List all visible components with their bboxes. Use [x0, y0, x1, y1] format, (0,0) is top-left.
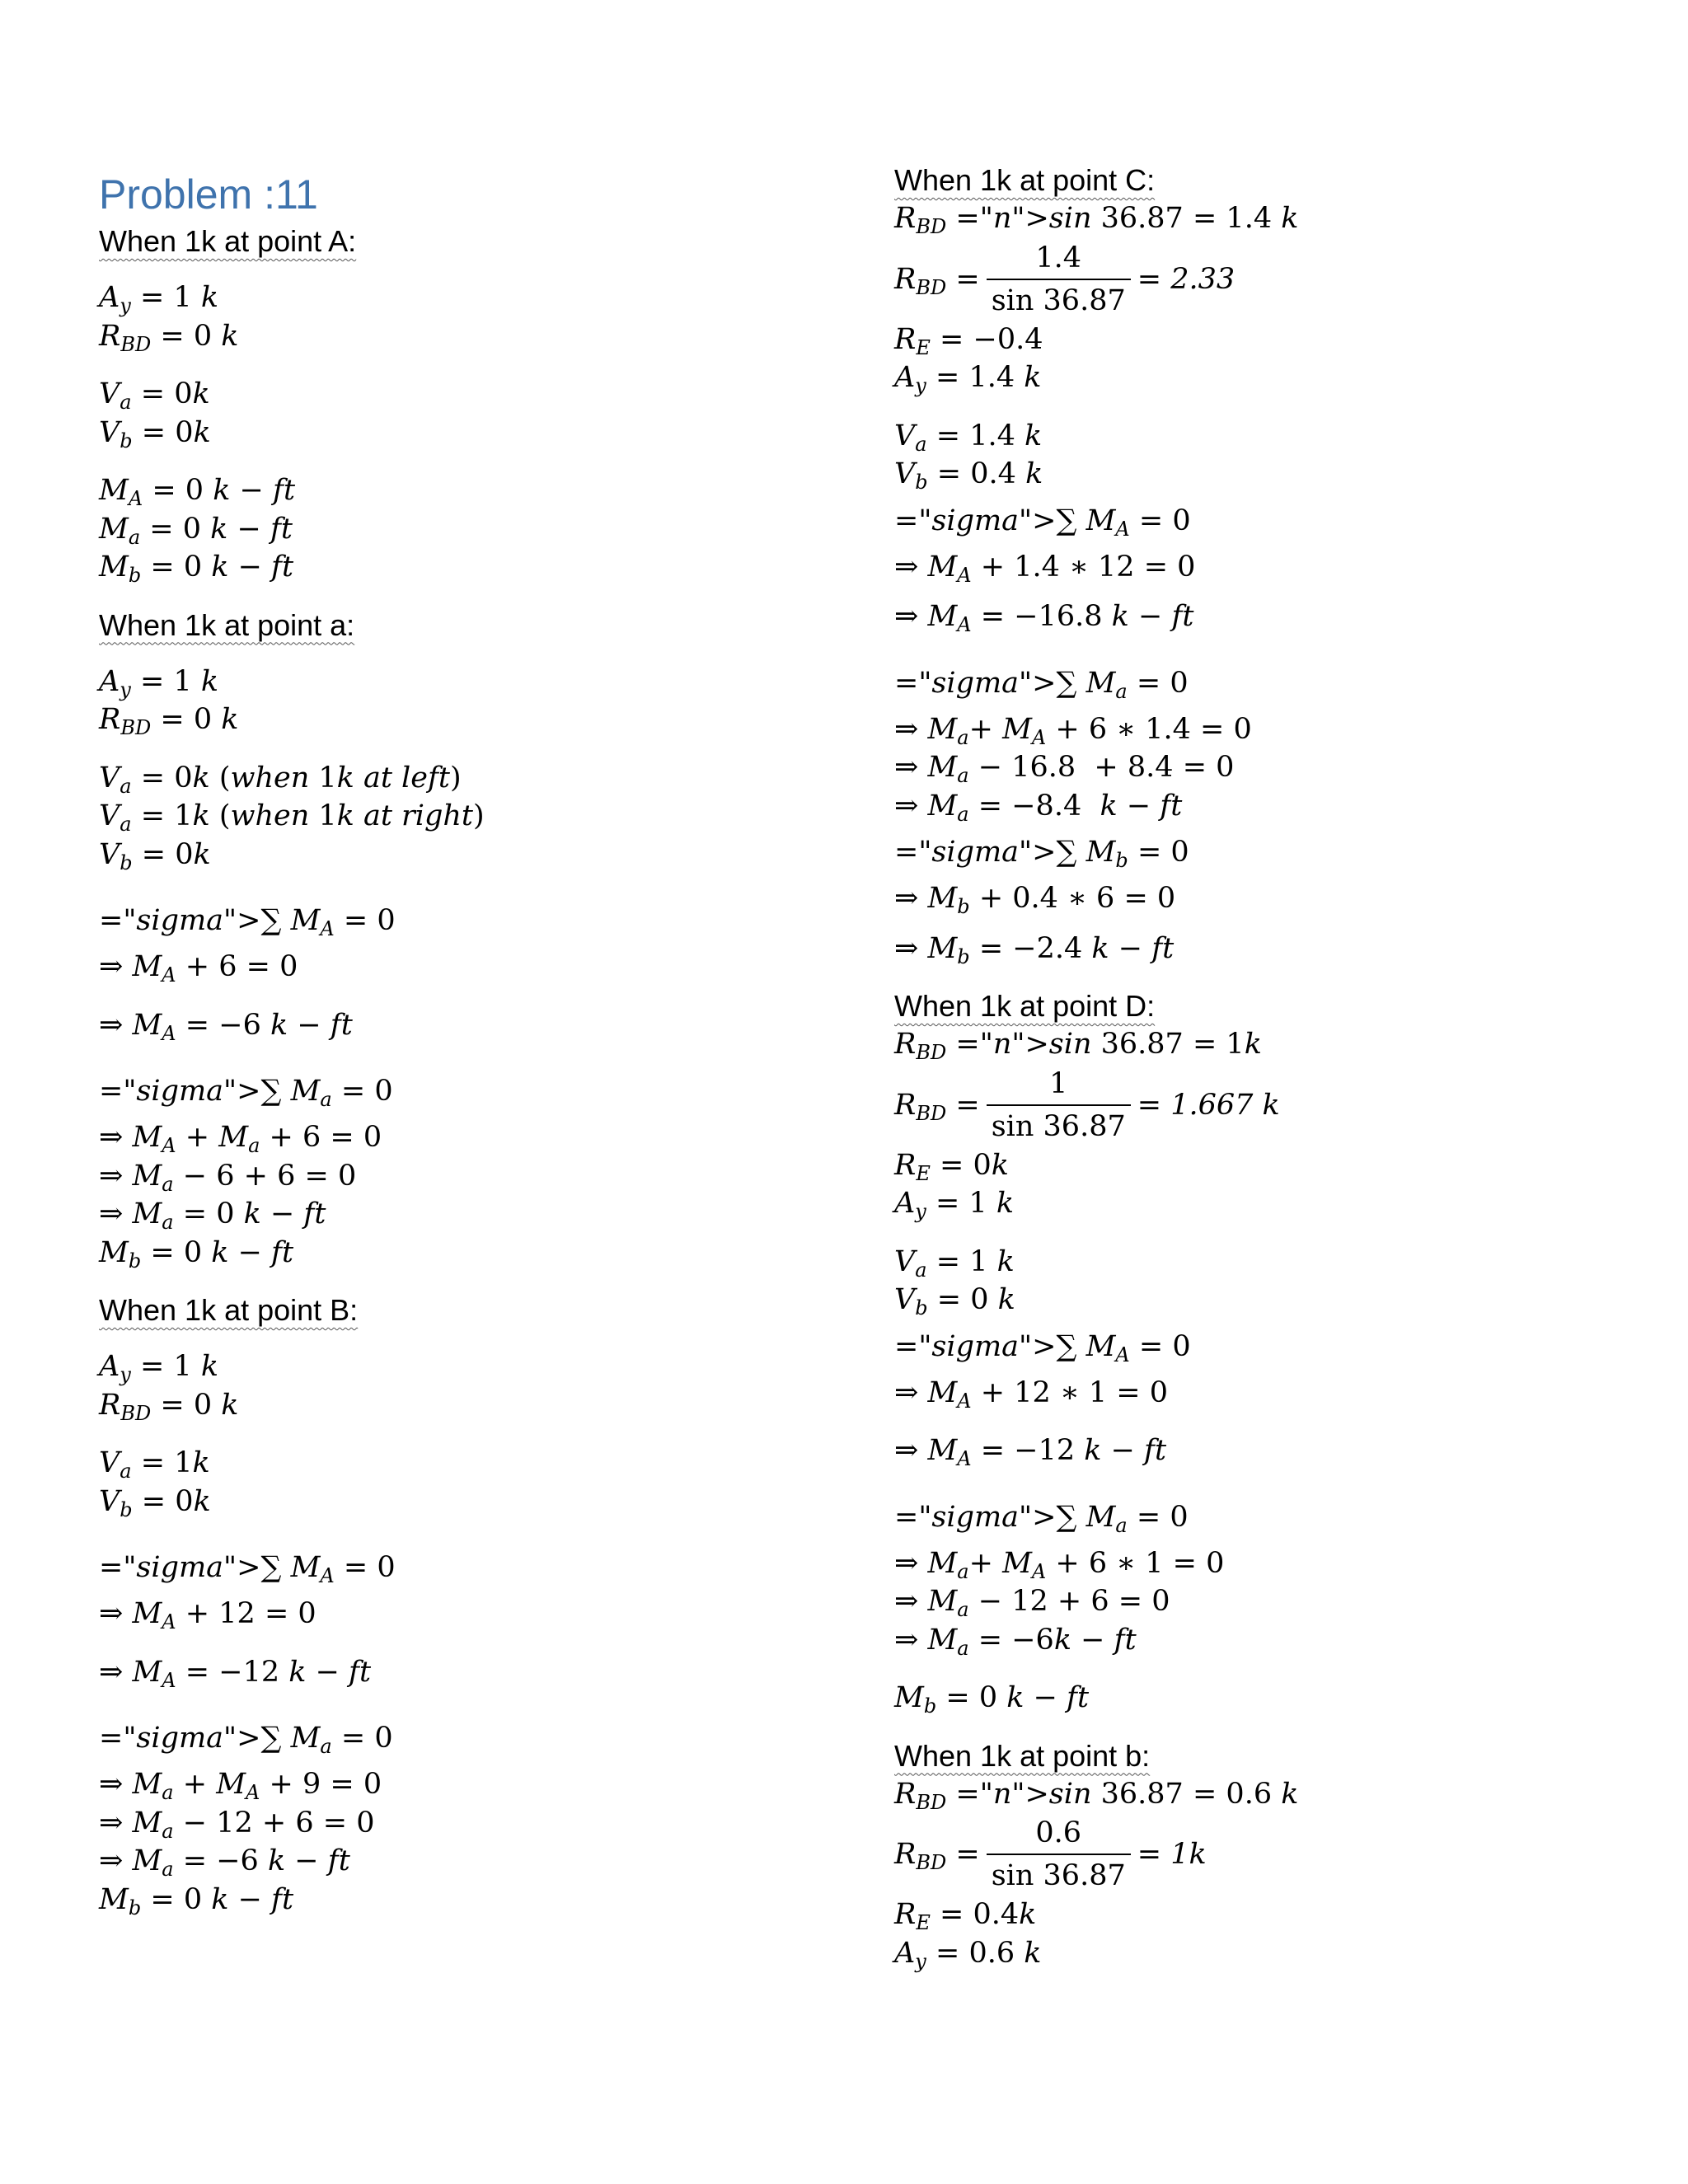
equation: $M_b = 0$ k − ft: [99, 1882, 294, 1919]
equation: $M_a = 0$ k − ft: [99, 512, 293, 549]
equation: ⇒ $M_A + 12$ ∗ 1 = 0: [894, 1376, 1169, 1413]
equation: ⇒ $M_a = -6$ k − ft: [99, 1844, 350, 1881]
summation-equation: ="sigma">∑ $M_A = 0$: [99, 904, 396, 940]
equation: $R_{BD} = 0$ k: [99, 319, 239, 356]
equation: $M_A = 0$ k − ft: [99, 474, 296, 510]
fraction-lhs: $R_{BD}$ =: [894, 262, 980, 299]
equation: $V_a = 1k$ (when 1k at right): [99, 799, 485, 836]
equation: $A_y = 1$ k: [99, 1350, 219, 1386]
fraction: [987, 1816, 1131, 1893]
summation-equation: ="sigma">∑ $M_b = 0$: [894, 836, 1189, 872]
summation-equation: ="sigma">∑ $M_a = 0$: [894, 1500, 1189, 1537]
fraction-rhs: = 1.667 k: [1137, 1088, 1280, 1122]
summation-equation: ="sigma">∑ $M_A = 0$: [99, 1551, 396, 1587]
equation: $R_{BD} = 0$ k: [99, 703, 239, 739]
equation-group: [894, 1679, 1636, 1718]
equation: $R_E = -0.4$: [894, 322, 1043, 359]
equation: $V_b = 0k$: [99, 415, 211, 452]
case-heading: When 1k at point D:: [894, 989, 1156, 1023]
equation: $M_b = 0$ k − ft: [99, 1235, 294, 1272]
equation: $A_y = 1$ k: [99, 281, 219, 317]
equation-group: [99, 1653, 841, 1692]
equation: ⇒ $M_a - 12 + 6 = 0$: [99, 1806, 375, 1843]
equation: $M_b = 0$ k − ft: [894, 1681, 1090, 1718]
fraction: [987, 241, 1131, 318]
fraction-lhs: $R_{BD}$ =: [894, 1838, 980, 1874]
page-title: Problem :11: [99, 171, 318, 218]
equation-group: [99, 471, 841, 587]
equation-group: [99, 375, 841, 452]
fraction-lhs: $R_{BD}$ =: [894, 1088, 980, 1125]
equation-group: [99, 1444, 841, 1521]
equation: ⇒ $M_A + 6 = 0$: [99, 950, 298, 987]
equation: ⇒ $M_A + 12 = 0$: [99, 1597, 316, 1633]
equation: ⇒ $M_a = 0$ k − ft: [99, 1197, 326, 1234]
equation: ⇒ $M_a = -8.4$ k − ft: [894, 789, 1183, 826]
equation: $V_b = 0k$: [99, 837, 211, 874]
fraction-denominator: sin 36.87: [987, 1104, 1131, 1144]
equation-group: [894, 656, 1636, 918]
equation-group: [99, 893, 841, 987]
equation: $V_b = 0k$: [99, 1484, 211, 1521]
left-column: [99, 170, 841, 1938]
equation-group: [894, 1432, 1636, 1470]
equation-group: [99, 1540, 841, 1633]
fraction: [987, 1066, 1131, 1144]
equation: $A_y = 1$ k: [99, 664, 219, 701]
equation: $R_{BD}$ ="n">sin 36.87 = 0.6 k: [894, 1777, 1299, 1814]
summation-equation: ="sigma">∑ $M_a = 0$: [99, 1075, 393, 1111]
equation: ⇒ $M_a = -6k$ − ft: [894, 1623, 1137, 1660]
fraction-equation: [894, 238, 1636, 321]
equation-group: [894, 1146, 1636, 1223]
equation: ⇒ $M_A = -16.8$ k − ft: [894, 600, 1194, 636]
equation: ⇒ $M_a - 12 + 6 = 0$: [894, 1585, 1170, 1621]
equation-group: [894, 1243, 1636, 1413]
equation: ⇒ $M_A = -6$ k − ft: [99, 1008, 353, 1045]
case-heading: When 1k at point A:: [99, 224, 357, 258]
equation-group: [894, 930, 1636, 968]
equation: $A_y = 1$ k: [894, 1187, 1015, 1223]
equation-group: [99, 1711, 841, 1919]
equation: $M_b = 0$ k − ft: [99, 551, 294, 587]
equation: $V_a = 1$ k: [894, 1244, 1015, 1282]
fraction-numerator: 1.4: [1035, 241, 1082, 274]
equation-group: [894, 417, 1636, 587]
summation-equation: ="sigma">∑ $M_a = 0$: [99, 1722, 393, 1758]
equation: $V_b = 0.4$ k: [894, 457, 1043, 494]
equation: $V_a = 0k$ (when 1k at left): [99, 761, 462, 798]
equation-group: [99, 1006, 841, 1045]
fraction-rhs: = 2.33: [1137, 262, 1236, 296]
summation-equation: ="sigma">∑ $M_a = 0$: [894, 666, 1189, 703]
case-heading: When 1k at point C:: [894, 163, 1156, 197]
equation: ⇒ $M_b = -2.4$ k − ft: [894, 931, 1175, 968]
equation-group: [894, 1490, 1636, 1660]
equation: $V_a = 1k$: [99, 1446, 210, 1483]
summation-equation: ="sigma">∑ $M_A = 0$: [894, 1329, 1191, 1366]
equation: $V_b = 0$ k: [894, 1283, 1015, 1319]
equation-group: [894, 321, 1636, 397]
fraction-equation: [894, 1813, 1636, 1896]
equation: ⇒ $M_A = -12$ k − ft: [99, 1655, 372, 1692]
equation: ⇒ $M_A = -12$ k − ft: [894, 1434, 1167, 1470]
equation: $V_a = 1.4$ k: [894, 419, 1043, 456]
fraction-numerator: 1: [1049, 1066, 1068, 1100]
equation: ⇒ $M_b + 0.4$ ∗ 6 = 0: [894, 882, 1176, 918]
equation: $A_y = 0.6$ k: [894, 1936, 1042, 1973]
equation-group: [894, 598, 1636, 636]
equation: $R_{BD} = 0$ k: [99, 1388, 239, 1425]
equation-group: [99, 1064, 841, 1272]
equation: $A_y = 1.4$ k: [894, 361, 1042, 397]
equation: ⇒ $M_a + M_A + 9 = 0$: [99, 1768, 382, 1804]
right-column: [894, 162, 1636, 1992]
equation: $R_E = 0.4k$: [894, 1898, 1037, 1934]
equation: $R_E = 0k$: [894, 1148, 1009, 1185]
fraction-numerator: 0.6: [1035, 1816, 1082, 1849]
equation: ⇒ $M_A + 1.4$ ∗ 12 = 0: [894, 550, 1196, 587]
equation: $R_{BD}$ ="n">sin 36.87 = 1.4 k: [894, 202, 1299, 238]
case-heading: When 1k at point b:: [894, 1738, 1151, 1773]
equation: $R_{BD}$ ="n">sin 36.87 = 1k: [894, 1028, 1262, 1064]
fraction-denominator: sin 36.87: [987, 1854, 1131, 1893]
equation-group: [894, 1896, 1636, 1972]
equation-group: [99, 279, 841, 355]
equation-group: [99, 759, 841, 874]
equation: ⇒ $M_a - 6 + 6 = 0$: [99, 1159, 357, 1196]
equation: ⇒ $M_A + M_a + 6 = 0$: [99, 1121, 382, 1157]
case-heading: When 1k at point B:: [99, 1293, 359, 1327]
fraction-equation: [894, 1064, 1636, 1146]
fraction-denominator: sin 36.87: [987, 279, 1131, 318]
equation: ⇒ $M_a+ M_A + 6$ ∗ 1.4 = 0: [894, 712, 1252, 749]
equation-group: [99, 1347, 841, 1424]
equation: $V_a = 0k$: [99, 377, 210, 414]
case-heading: When 1k at point a:: [99, 607, 355, 642]
summation-equation: ="sigma">∑ $M_A = 0$: [894, 504, 1191, 541]
equation-group: [99, 663, 841, 739]
equation: ⇒ $M_a+ M_A + 6$ ∗ 1 = 0: [894, 1546, 1225, 1583]
fraction-rhs: = 1k: [1137, 1838, 1207, 1871]
equation: ⇒ $M_a - 16.8 + 8.4 = 0$: [894, 751, 1235, 787]
